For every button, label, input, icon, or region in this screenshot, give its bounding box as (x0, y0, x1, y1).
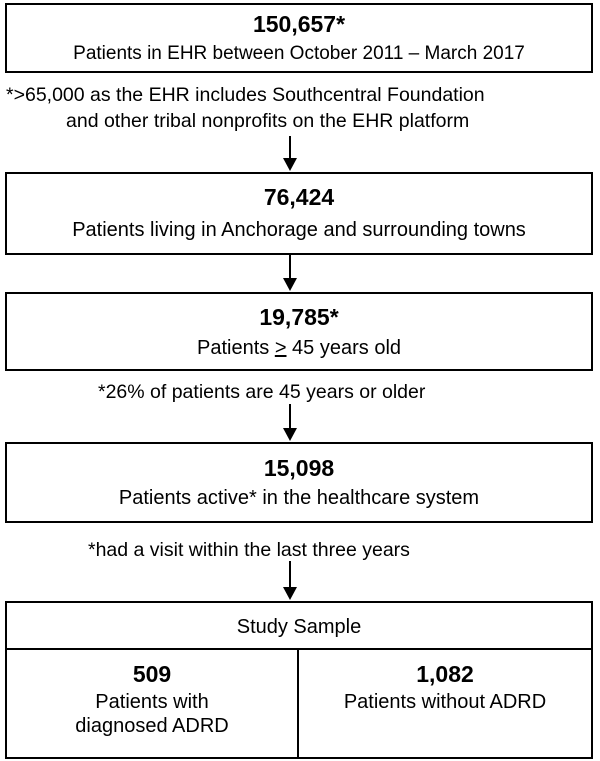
anchorage-patients-label: Patients living in Anchorage and surrounding towns (72, 219, 526, 241)
arrow-down-icon (282, 404, 298, 442)
greater-equal-symbol: > (274, 337, 287, 359)
ehr-footnote-line2: and other tribal nonprofits on the EHR platform (66, 110, 470, 132)
adrd-patients-box (5, 648, 299, 759)
study-sample-title: Study Sample (236, 616, 362, 638)
age-patients-box (5, 292, 593, 371)
active-patients-count: 15,098 (263, 455, 335, 481)
non-adrd-patients-box (297, 648, 593, 759)
active-footnote: *had a visit within the last three years (88, 539, 410, 561)
age-patients-count: 19,785* (259, 304, 339, 330)
anchorage-patients-box (5, 172, 593, 255)
ehr-footnote-line1: *>65,000 as the EHR includes Southcentral Foundation (6, 84, 485, 106)
ehr-patients-box (5, 3, 593, 73)
study-sample-box (5, 601, 593, 650)
active-patients-box (5, 442, 593, 523)
adrd-patients-label-line1: Patients with (95, 691, 209, 713)
age-footnote: *26% of patients are 45 years or older (98, 381, 426, 403)
arrow-down-icon (282, 136, 298, 172)
adrd-patients-count: 509 (132, 661, 172, 687)
arrow-down-icon (282, 255, 298, 292)
age-patients-label: Patients > 45 years old (196, 337, 402, 359)
active-patients-label: Patients active* in the healthcare system (118, 487, 480, 509)
arrow-down-icon (282, 561, 298, 601)
anchorage-patients-count: 76,424 (263, 184, 335, 210)
non-adrd-patients-label: Patients without ADRD (343, 691, 547, 713)
non-adrd-patients-count: 1,082 (416, 661, 474, 687)
adrd-patients-label-line2: diagnosed ADRD (75, 715, 229, 737)
ehr-patients-count: 150,657* (252, 11, 346, 37)
ehr-patients-label: Patients in EHR between October 2011 – March 2017 (73, 43, 525, 64)
